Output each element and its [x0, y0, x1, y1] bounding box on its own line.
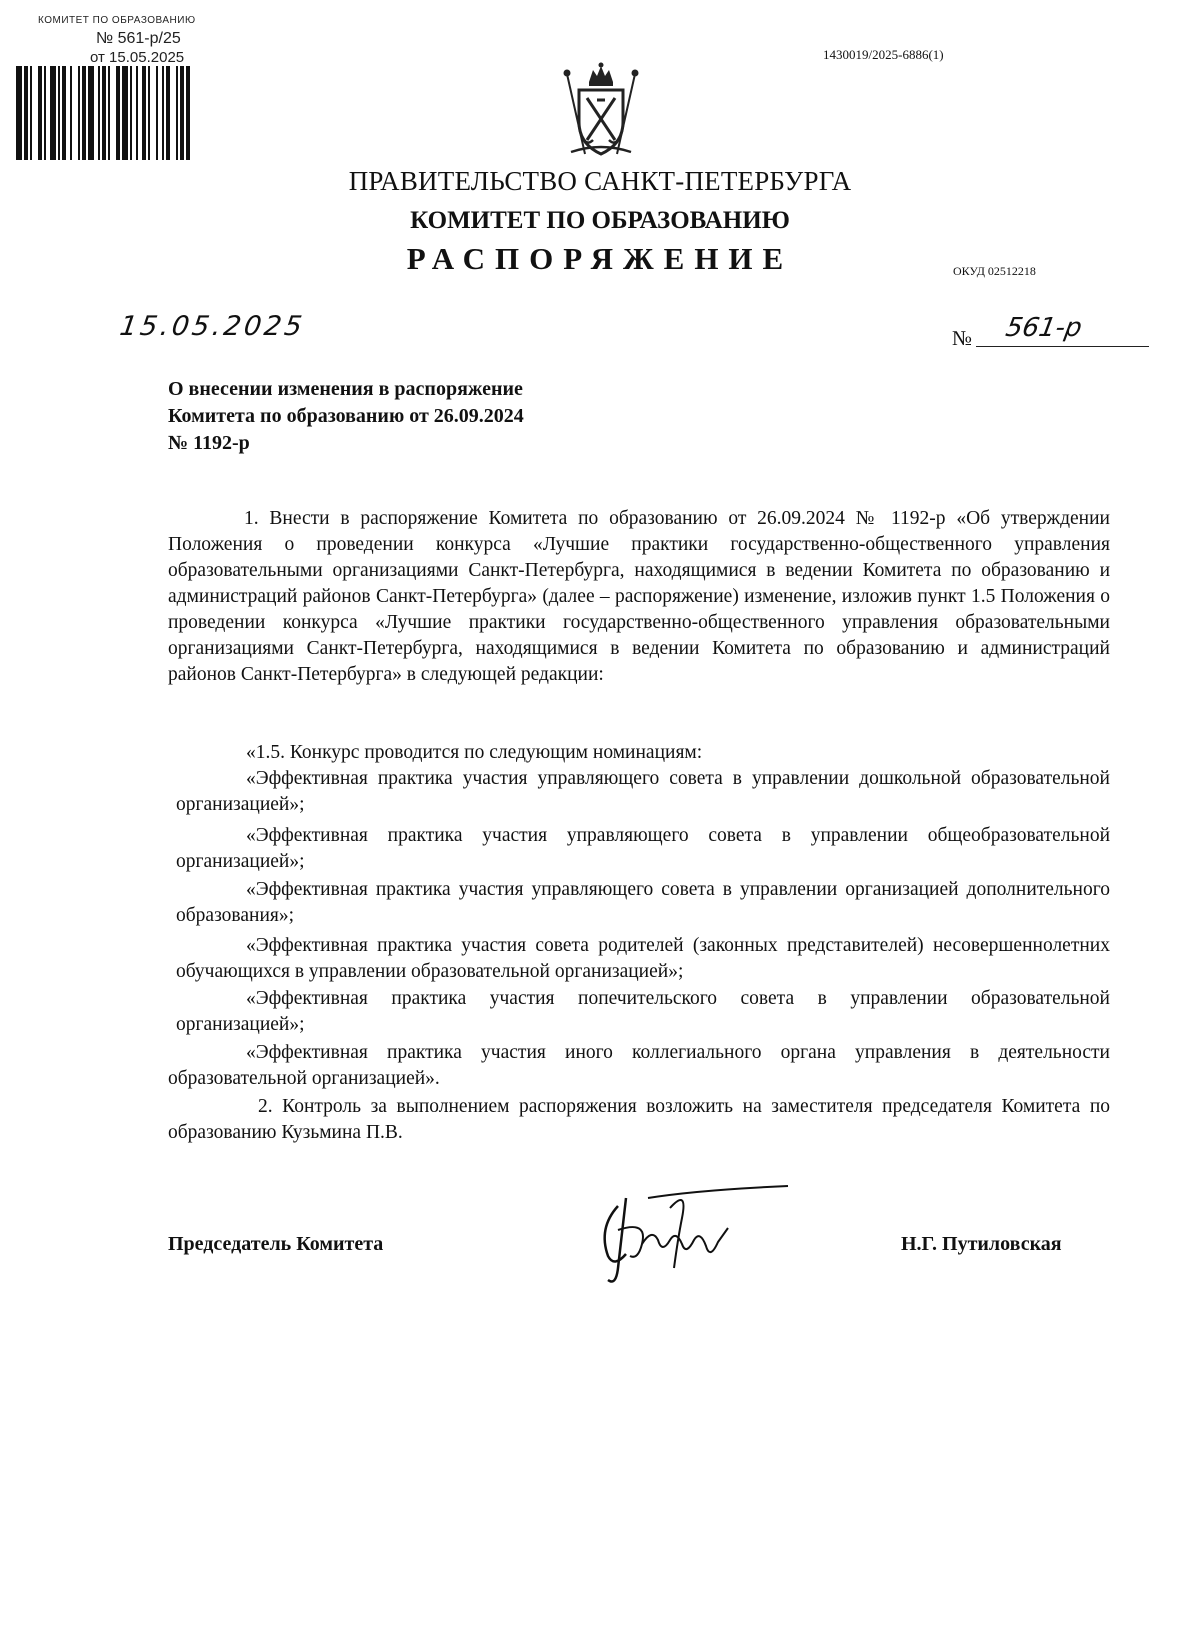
paragraph-2: «1.5. Конкурс проводится по следующим номинациям: — [246, 742, 703, 763]
nomination-item: «Эффективная практика участия управляющего совета в управлении дошкольной образовательной организацией»; — [176, 768, 1110, 815]
subject-line: Комитета по образованию от 26.09.2024 — [168, 405, 524, 427]
document-type-title: РАСПОРЯЖЕНИЕ — [406, 241, 794, 276]
coat-of-arms-emblem — [553, 62, 649, 158]
nomination-item: «Эффективная практика участия попечительского совета в управлении образовательной организацией»; — [176, 988, 1110, 1035]
committee-title: КОМИТЕТ ПО ОБРАЗОВАНИЮ — [410, 207, 790, 234]
signatory-name: Н.Г. Путиловская — [901, 1233, 1062, 1255]
number-underline — [976, 346, 1149, 347]
okud-code: ОКУД 02512218 — [953, 264, 1036, 278]
nomination-item: «Эффективная практика участия совета родителей (законных представителей) несовершеннолетних обучающихся в управлении образовательной организацией»; — [176, 935, 1110, 982]
number-label: № — [952, 326, 973, 350]
stamp-number: № 561-р/25 — [96, 30, 181, 47]
document-subject — [168, 376, 524, 457]
barcode — [16, 66, 278, 160]
nomination-item: «Эффективная практика участия управляющего совета в управлении общеобразовательной организацией»; — [176, 825, 1110, 872]
paragraph-1: 1. Внести в распоряжение Комитета по образованию от 26.09.2024 № 1192-р «Об утверждении Положения о проведении конкурса «Лучшие практики государственно-общественного управления образовательными организациями Санкт-Петербурга, находящимися в ведении Комитета по образованию и администраций районов Санкт-Петербурга» (далее – распоряжение) изменение, изложив пункт 1.5 Положения о проведении конкурса «Лучшие практики государственно-общественного управления образовательными организациями Санкт-Петербурга, находящимися в ведении Комитета по образованию и администраций районов Санкт-Петербурга» в следующей редакции: — [168, 508, 1110, 685]
handwritten-number: 561-р — [1003, 313, 1085, 343]
stamp-date: от 15.05.2025 — [90, 49, 185, 66]
document-code: 1430019/2025-6886(1) — [823, 47, 944, 62]
stamp-organization: КОМИТЕТ ПО ОБРАЗОВАНИЮ — [38, 15, 196, 26]
handwritten-date: 15.05.2025 — [117, 311, 307, 342]
handwritten-signature — [578, 1168, 798, 1288]
paragraph-3: 2. Контроль за выполнением распоряжения возложить на заместителя председателя Комитета по образованию Кузьмина П.В. — [168, 1096, 1110, 1143]
nomination-item: «Эффективная практика участия управляющего совета в управлении организацией дополнительного образования»; — [176, 879, 1110, 926]
government-title: ПРАВИТЕЛЬСТВО САНКТ-ПЕТЕРБУРГА — [348, 166, 852, 196]
subject-line: № 1192-р — [168, 432, 250, 454]
signatory-position: Председатель Комитета — [168, 1233, 384, 1255]
nomination-item: «Эффективная практика участия иного коллегиального органа управления в деятельности образовательной организацией». — [168, 1042, 1110, 1089]
subject-line: О внесении изменения в распоряжение — [168, 378, 523, 400]
